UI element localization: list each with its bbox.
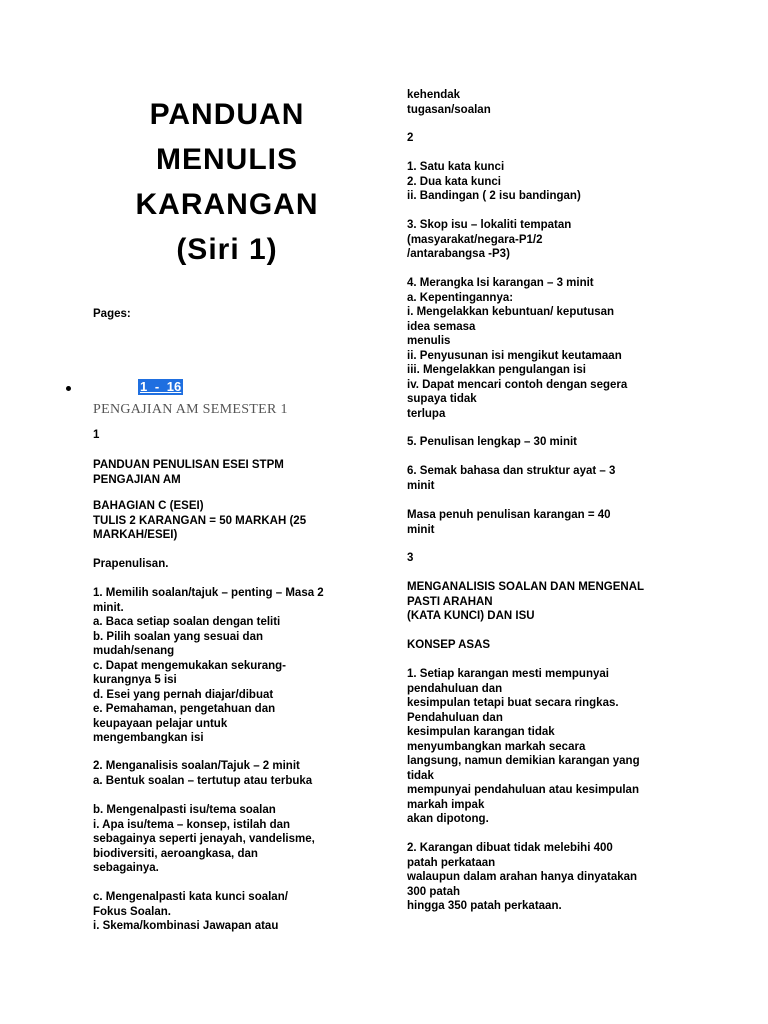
paragraph-2: 2. Karangan dibuat tidak melebihi 400 patah perkataan walaupun dalam arahan hanya dinyatakan 300 patah hingga 350 patah perkataan. xyxy=(407,842,638,912)
step-2-text: 2. Menganalisis soalan/Tajuk – 2 minit a. Bentuk soalan – tertutup atau terbuka xyxy=(93,760,313,787)
section-heading: PANDUAN PENULISAN ESEI STPM PENGAJIAN AM xyxy=(93,459,284,486)
title-line: MENULIS xyxy=(156,143,298,176)
step-5-text: 5. Penulisan lengkap – 30 minit xyxy=(407,436,578,448)
kata-kunci-text: 1. Satu kata kunci 2. Dua kata kunci ii. Bandingan ( 2 isu bandingan) xyxy=(407,161,581,202)
paragraph-1: 1. Setiap karangan mesti mempunyai pendahuluan dan kesimpulan tetapi buat secara ringkas. Pendahuluan dan kesimpulan karangan tidak menyumbangkan markah secara langsung, namun demikian karangan yang tidak mempunyai pendahuluan atau kesimpulan markah impak akan dipotong. xyxy=(407,668,640,825)
section-heading: MENGANALISIS SOALAN DAN MENGENAL PASTI ARAHAN (KATA KUNCI) DAN ISU xyxy=(407,581,645,622)
section-number: 2 xyxy=(407,132,414,144)
bullet-icon xyxy=(66,386,71,391)
step-2b-text: b. Mengenalpasti isu/tema soalan i. Apa isu/tema – konsep, istilah dan sebagainya seperti jenayah, vandelisme, biodiversiti, aeroangkasa, dan sebagainya. xyxy=(93,804,315,874)
step-2c-text: c. Mengenalpasti kata kunci soalan/ Fokus Soalan. i. Skema/kombinasi Jawapan atau xyxy=(93,891,288,932)
prapenulisan-text: Prapenulisan. xyxy=(93,558,169,570)
skop-isu-text: 3. Skop isu – lokaliti tempatan (masyarakat/negara-P1/2 /antarabangsa -P3) xyxy=(407,219,572,260)
title-line: KARANGAN xyxy=(135,188,319,221)
step-6-text: 6. Semak bahasa dan struktur ayat – 3 minit xyxy=(407,465,616,492)
continuation-text: kehendak tugasan/soalan xyxy=(407,89,491,116)
step-4-text: 4. Merangka Isi karangan – 3 minit a. Kepentingannya: i. Mengelakkan kebuntuan/ keputusan idea semasa menulis ii. Penyusunan isi mengikut keutamaan iii. Mengelakkan pengulangan isi iv. Dapat mencari contoh dengan segera supaya tidak terlupa xyxy=(407,277,628,420)
bahagian-text: BAHAGIAN C (ESEI) TULIS 2 KARANGAN = 50 MARKAH (25 MARKAH/ESEI) xyxy=(93,500,307,541)
subject-heading: PENGAJIAN AM SEMESTER 1 xyxy=(93,402,288,417)
step-1-text: 1. Memilih soalan/tajuk – penting – Masa 2 minit. a. Baca setiap soalan dengan teliti b. Pilih soalan yang sesuai dan mudah/senang c. Dapat mengemukakan sekurang- kurangnya 5 isi d. Esei yang pernah diajar/dibuat e. Pemahaman, pengetahuan dan keupayaan pelajar untuk mengembangkan isi xyxy=(93,587,324,744)
section-number: 1 xyxy=(93,429,100,441)
pages-label: Pages: xyxy=(93,308,131,320)
document-title xyxy=(93,92,361,272)
masa-penuh-text: Masa penuh penulisan karangan = 40 minit xyxy=(407,509,611,536)
page-range-link[interactable]: 1 - 16 xyxy=(140,379,182,394)
title-line: PANDUAN xyxy=(149,98,305,131)
section-number: 3 xyxy=(407,552,414,564)
title-line: (Siri 1) xyxy=(176,233,278,266)
konsep-asas-heading: KONSEP ASAS xyxy=(407,639,491,651)
